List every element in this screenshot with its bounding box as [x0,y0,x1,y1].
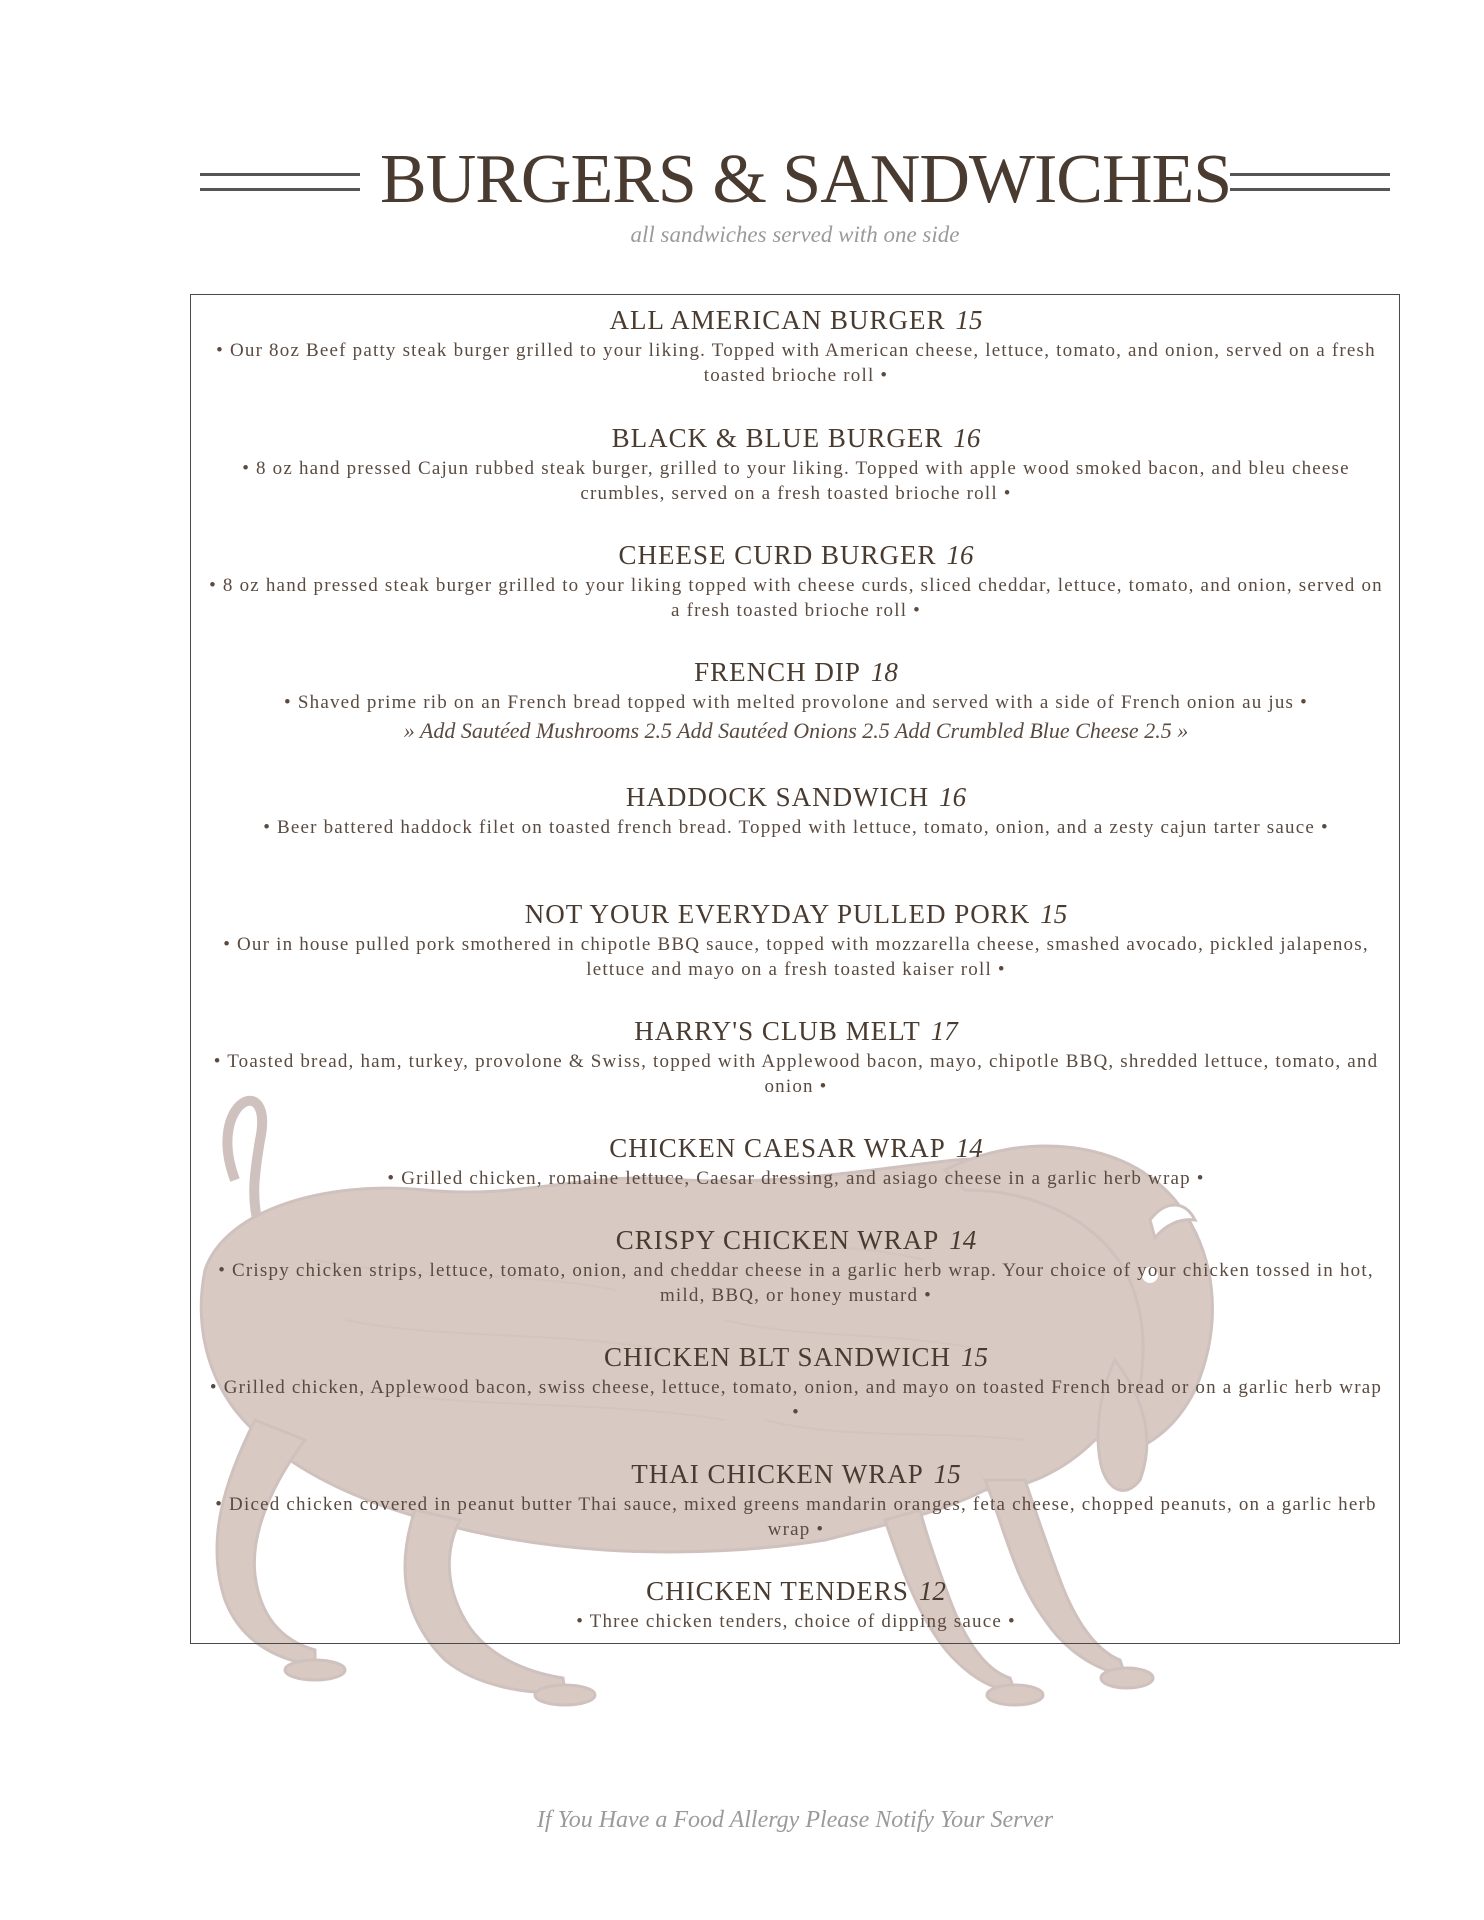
menu-item [201,1457,1391,1542]
menu-item-title [201,655,1391,689]
menu-item-title [201,780,1391,814]
menu-item-title [201,1574,1391,1608]
allergy-notice: If You Have a Food Allergy Please Notify Your Server [536,1807,1054,1833]
menu-subtitle: all sandwiches served with one side [630,222,960,247]
menu-item-title [201,1014,1391,1048]
header-rule-right [1230,173,1390,191]
menu-item [201,538,1391,623]
menu-item-title [201,1223,1391,1257]
menu-item-name: HADDOCK SANDWICH [625,782,930,812]
menu-item-description: • Our 8oz Beef patty steak burger grilled to your liking. Topped with American cheese, lettuce, tomato, and onion, served on a fresh toasted brioche roll • [216,340,1376,386]
menu-item [201,1574,1391,1634]
header-rule-left [200,173,360,191]
menu-item-price: 16 [946,540,974,570]
menu-item [201,303,1391,388]
menu-item [201,897,1391,982]
menu-item-description: • Grilled chicken, Applewood bacon, swiss cheese, lettuce, tomato, onion, and mayo on toasted French bread or on a garlic herb wrap • [209,1377,1383,1423]
menu-item-price: 15 [961,1342,989,1372]
menu-item-price: 14 [949,1225,977,1255]
menu-item [201,1223,1391,1308]
menu-item-name: FRENCH DIP [694,657,861,687]
menu-item-addons: » Add Sautéed Mushrooms 2.5 Add Sautéed Onions 2.5 Add Crumbled Blue Cheese 2.5 » [403,718,1189,743]
menu-item-title [201,1457,1391,1491]
menu-items-list [191,295,1399,1643]
menu-item-title [201,303,1391,337]
menu-item-title [201,421,1391,455]
menu-item-description: • Three chicken tenders, choice of dipping sauce • [576,1611,1016,1632]
menu-item-name: CHICKEN BLT SANDWICH [603,1342,952,1372]
menu-title: BURGERS & SANDWICHES [380,141,1232,218]
menu-item-price: 14 [955,1133,983,1163]
menu-item-title [201,538,1391,572]
menu-item [201,1340,1391,1425]
menu-item-title [201,897,1391,931]
menu-item-price: 12 [918,1576,946,1606]
menu-item [201,655,1391,745]
menu-item-title [201,1340,1391,1374]
menu-item-name: CHICKEN CAESAR WRAP [609,1133,946,1163]
menu-item-description: • 8 oz hand pressed steak burger grilled to your liking topped with cheese curds, sliced cheddar, lettuce, tomato, and onion, served on a fresh toasted brioche roll • [209,575,1383,621]
menu-item-description: • Our in house pulled pork smothered in chipotle BBQ sauce, topped with mozzarella cheese, smashed avocado, pickled jalapenos, lettuce and mayo on a fresh toasted kaiser roll • [223,934,1369,980]
menu-item [201,1014,1391,1099]
menu-item-price: 16 [939,782,967,812]
menu-item-description: • Crispy chicken strips, lettuce, tomato, onion, and cheddar cheese in a garlic herb wrap. Your choice of your chicken tossed in hot, mild, BBQ, or honey mustard • [218,1260,1374,1306]
menu-item-description: • Grilled chicken, romaine lettuce, Caesar dressing, and asiago cheese in a garlic herb wrap • [387,1168,1205,1189]
menu-item-name: CRISPY CHICKEN WRAP [615,1225,940,1255]
menu-item-price: 15 [955,305,983,335]
menu-item-description: • 8 oz hand pressed Cajun rubbed steak burger, grilled to your liking. Topped with apple wood smoked bacon, and bleu cheese crumbles, served on a fresh toasted brioche roll • [242,458,1350,504]
menu-item [201,1131,1391,1191]
menu-item-description: • Diced chicken covered in peanut butter Thai sauce, mixed greens mandarin oranges, feta cheese, chopped peanuts, on a garlic herb wrap • [215,1494,1377,1540]
menu-items-frame [190,294,1400,1644]
menu-item-name: THAI CHICKEN WRAP [631,1459,924,1489]
menu-item-title [201,1131,1391,1165]
menu-item-name: BLACK & BLUE BURGER [611,423,944,453]
menu-item [201,421,1391,506]
menu-item-name: ALL AMERICAN BURGER [609,305,946,335]
menu-item [201,780,1391,840]
menu-item-price: 16 [953,423,981,453]
menu-item-description: • Toasted bread, ham, turkey, provolone & Swiss, topped with Applewood bacon, mayo, chipotle BBQ, shredded lettuce, tomato, and onion • [213,1051,1379,1097]
menu-item-name: CHICKEN TENDERS [646,1576,909,1606]
menu-item-price: 18 [870,657,898,687]
menu-item-price: 17 [930,1016,958,1046]
menu-item-price: 15 [1040,899,1068,929]
menu-item-description: • Beer battered haddock filet on toasted french bread. Topped with lettuce, tomato, onion, and a zesty cajun tarter sauce • [263,817,1329,838]
menu-item-name: HARRY'S CLUB MELT [634,1016,921,1046]
menu-item-price: 15 [933,1459,961,1489]
menu-item-name: NOT YOUR EVERYDAY PULLED PORK [524,899,1031,929]
menu-header [0,135,1484,225]
menu-item-description: • Shaved prime rib on an French bread topped with melted provolone and served with a side of French onion au jus • [284,692,1308,713]
menu-item-name: CHEESE CURD BURGER [618,540,937,570]
